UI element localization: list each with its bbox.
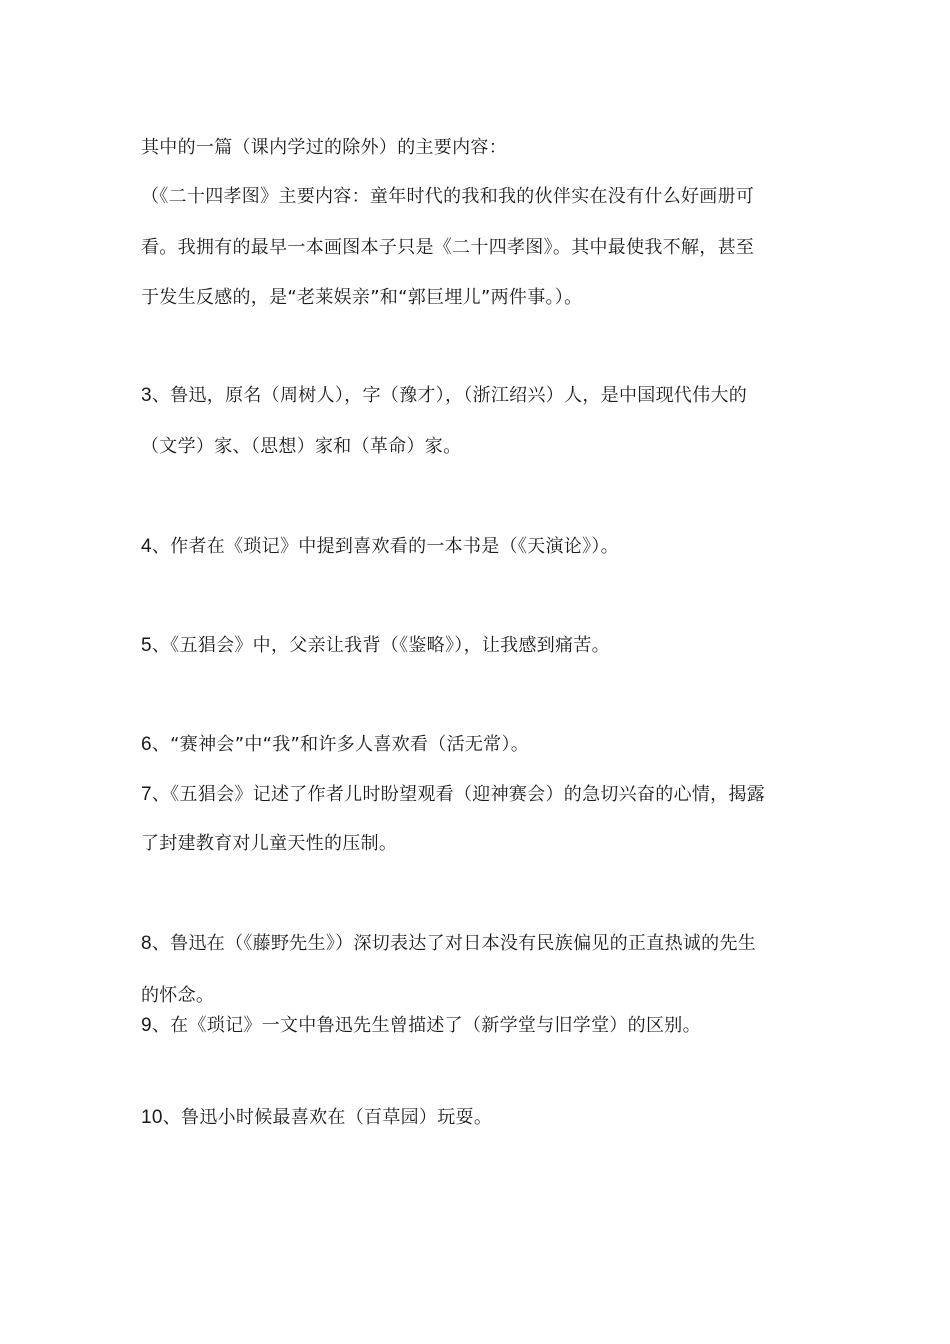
- question-5-line-1: [141, 634, 610, 658]
- question-8-line-2: 的怀念。: [141, 985, 215, 1006]
- intro-line-2: （《二十四孝图》主要内容：童年时代的我和我的伙伴实在没有什么好画册可: [141, 186, 755, 207]
- question-number: 3: [141, 385, 152, 406]
- question-text: 、作者在《琐记》中提到喜欢看的一本书是（《天演论》）。: [151, 536, 619, 557]
- intro-line-1: 其中的一篇（课内学过的除外）的主要内容：: [141, 137, 507, 158]
- question-text: 、《五猖会》中，父亲让我背（《鉴略》），让我感到痛苦。: [151, 635, 610, 656]
- intro-line-3: 看。我拥有的最早一本画图本子只是《二十四孝图》。其中最使我不解，甚至: [141, 237, 755, 258]
- question-text: 、在《琐记》一文中鲁迅先生曾描述了（新学堂与旧学堂）的区别。: [151, 1015, 701, 1036]
- question-number: 7: [141, 784, 152, 805]
- question-4-line-1: [141, 535, 619, 559]
- question-10-line-1: [141, 1106, 492, 1130]
- intro-line-4: 于发生反感的，是“老莱娱亲”和“郭巨埋儿”两件事。）。: [141, 287, 583, 308]
- question-6-line-1: [141, 733, 529, 757]
- question-3-line-2: （文学）家、（思想）家和（革命）家。: [141, 436, 462, 457]
- question-number: 10: [141, 1107, 163, 1128]
- question-7-line-1: [141, 783, 765, 807]
- question-number: 5: [141, 635, 152, 656]
- question-number: 9: [141, 1015, 152, 1036]
- question-7-line-2: 了封建教育对儿童天性的压制。: [141, 833, 398, 854]
- question-9-line-1: [141, 1014, 701, 1038]
- question-text: 、鲁迅，原名（周树人），字（豫才），（浙江绍兴）人，是中国现代伟大的: [151, 385, 748, 406]
- question-number: 6: [141, 734, 152, 755]
- question-8-line-1: [141, 932, 756, 956]
- question-text: 、鲁迅小时候最喜欢在（百草园）玩耍。: [162, 1107, 493, 1128]
- question-text: 、“赛神会”中“我”和许多人喜欢看（活无常）。: [151, 734, 530, 755]
- question-3-line-1: [141, 384, 747, 408]
- question-number: 4: [141, 536, 152, 557]
- question-text: 、《五猖会》记述了作者儿时盼望观看（迎神赛会）的急切兴奋的心情，揭露: [151, 784, 766, 805]
- question-text: 、鲁迅在（《藤野先生》）深切表达了对日本没有民族偏见的正直热诚的先生: [151, 933, 757, 954]
- question-number: 8: [141, 933, 152, 954]
